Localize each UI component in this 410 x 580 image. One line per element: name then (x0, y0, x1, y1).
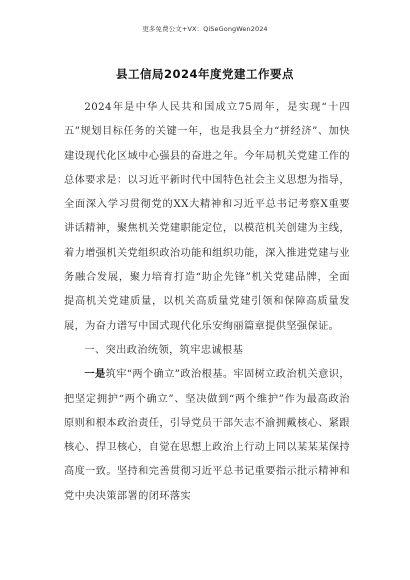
section-heading (64, 339, 350, 363)
paragraph-intro-text: 2024年是中华人民共和国成立75周年，是实现“十四五”规划目标任务的关键一年，也是我县全力“拼经济”、加快建设现代化区域中心强县的奋进之年。今年局机关党建工作的总体要求是：以习近平新时代中国特色社会主义思想为指导，全面深入学习贯彻党的XX大精神和习近平总书记考察X重要讲话精神，聚焦机关党建职能定位，以模范机关创建为主线，着力增强机关党组织政治功能和组织功能，深入推进党建与业务融合发展，聚力培育打造“助企先锋”机关党建品牌，全面提高机关党建质量，以机关高质量党建引领和保障高质量发展，为奋力谱写中国式现代化乐安绚丽篇章提供坚强保证。 (64, 102, 350, 332)
document-title: 县工信局2024年度党建工作要点 (115, 67, 294, 81)
section-heading-text: 一、突出政治统领，筑牢忠诚根基 (84, 344, 244, 356)
paragraph-intro (64, 96, 350, 339)
paragraph-item-1-text: 筑牢“两个确立”政治根基。牢固树立政治机关意识，把坚定拥护“两个确立”、坚决做到“两个维护”作为最高政治原则和根本政治责任，引导党员干部矢志不渝拥戴核心、紧跟核心、捍卫核心，自觉在思想上政治上行动上同以某某某保持高度一致。坚持和完善贯彻习近平总书记重要指示批示精神和党中央决策部署的闭环落实 (64, 369, 350, 502)
header-note: 更多免费公文+VX：QiSeGongWen2024 (142, 25, 268, 33)
document-body (64, 96, 350, 509)
paragraph-item-1-lead: 一是 (84, 369, 106, 381)
paragraph-item-1 (64, 363, 350, 509)
